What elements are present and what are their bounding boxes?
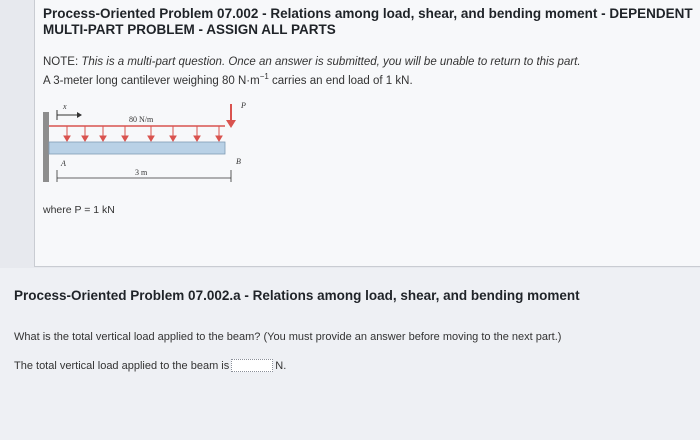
note-text bbox=[43, 56, 581, 68]
point-load-label: P bbox=[241, 101, 246, 110]
part-a-card bbox=[0, 268, 700, 440]
x-axis-arrowhead bbox=[77, 112, 82, 118]
answer-prefix: The total vertical load applied to the beam is bbox=[14, 359, 230, 372]
distributed-load-arrows bbox=[64, 126, 222, 141]
part-a-title: Process-Oriented Problem 07.002.a - Relations among load, shear, and bending moment bbox=[14, 288, 580, 303]
note-label: NOTE: bbox=[43, 56, 79, 68]
x-axis-label: x bbox=[63, 102, 67, 111]
beam-body bbox=[49, 142, 225, 154]
cantilever-beam-figure bbox=[37, 98, 252, 188]
statement-post: carries an end load of 1 kN. bbox=[268, 74, 413, 87]
statement-exponent: −1 bbox=[259, 72, 269, 81]
problem-title: Process-Oriented Problem 07.002 - Relations among load, shear, and bending moment - DEPENDENT MULTI-PART PROBLEM - ASSIGN ALL PARTS bbox=[43, 6, 693, 37]
where-note: where P = 1 kN bbox=[43, 204, 115, 216]
problem-statement bbox=[43, 72, 413, 87]
answer-row bbox=[14, 359, 286, 372]
note-body: This is a multi-part question. Once an answer is submitted, you will be unable to return to this part. bbox=[81, 56, 581, 68]
part-a-question: What is the total vertical load applied to the beam? (You must provide an answer before moving to the next part.) bbox=[14, 331, 562, 343]
statement-pre: A 3-meter long cantilever weighing 80 N·m bbox=[43, 74, 260, 87]
total-load-input[interactable] bbox=[231, 359, 273, 372]
point-load-arrowhead bbox=[226, 120, 236, 128]
fixed-wall bbox=[43, 112, 49, 182]
load-intensity-label: 80 N/m bbox=[129, 115, 154, 124]
length-label: 3 m bbox=[135, 168, 148, 177]
point-b-label: B bbox=[236, 157, 241, 166]
answer-unit: N. bbox=[275, 359, 287, 372]
required-information-card bbox=[34, 0, 700, 267]
point-a-label: A bbox=[61, 159, 66, 168]
